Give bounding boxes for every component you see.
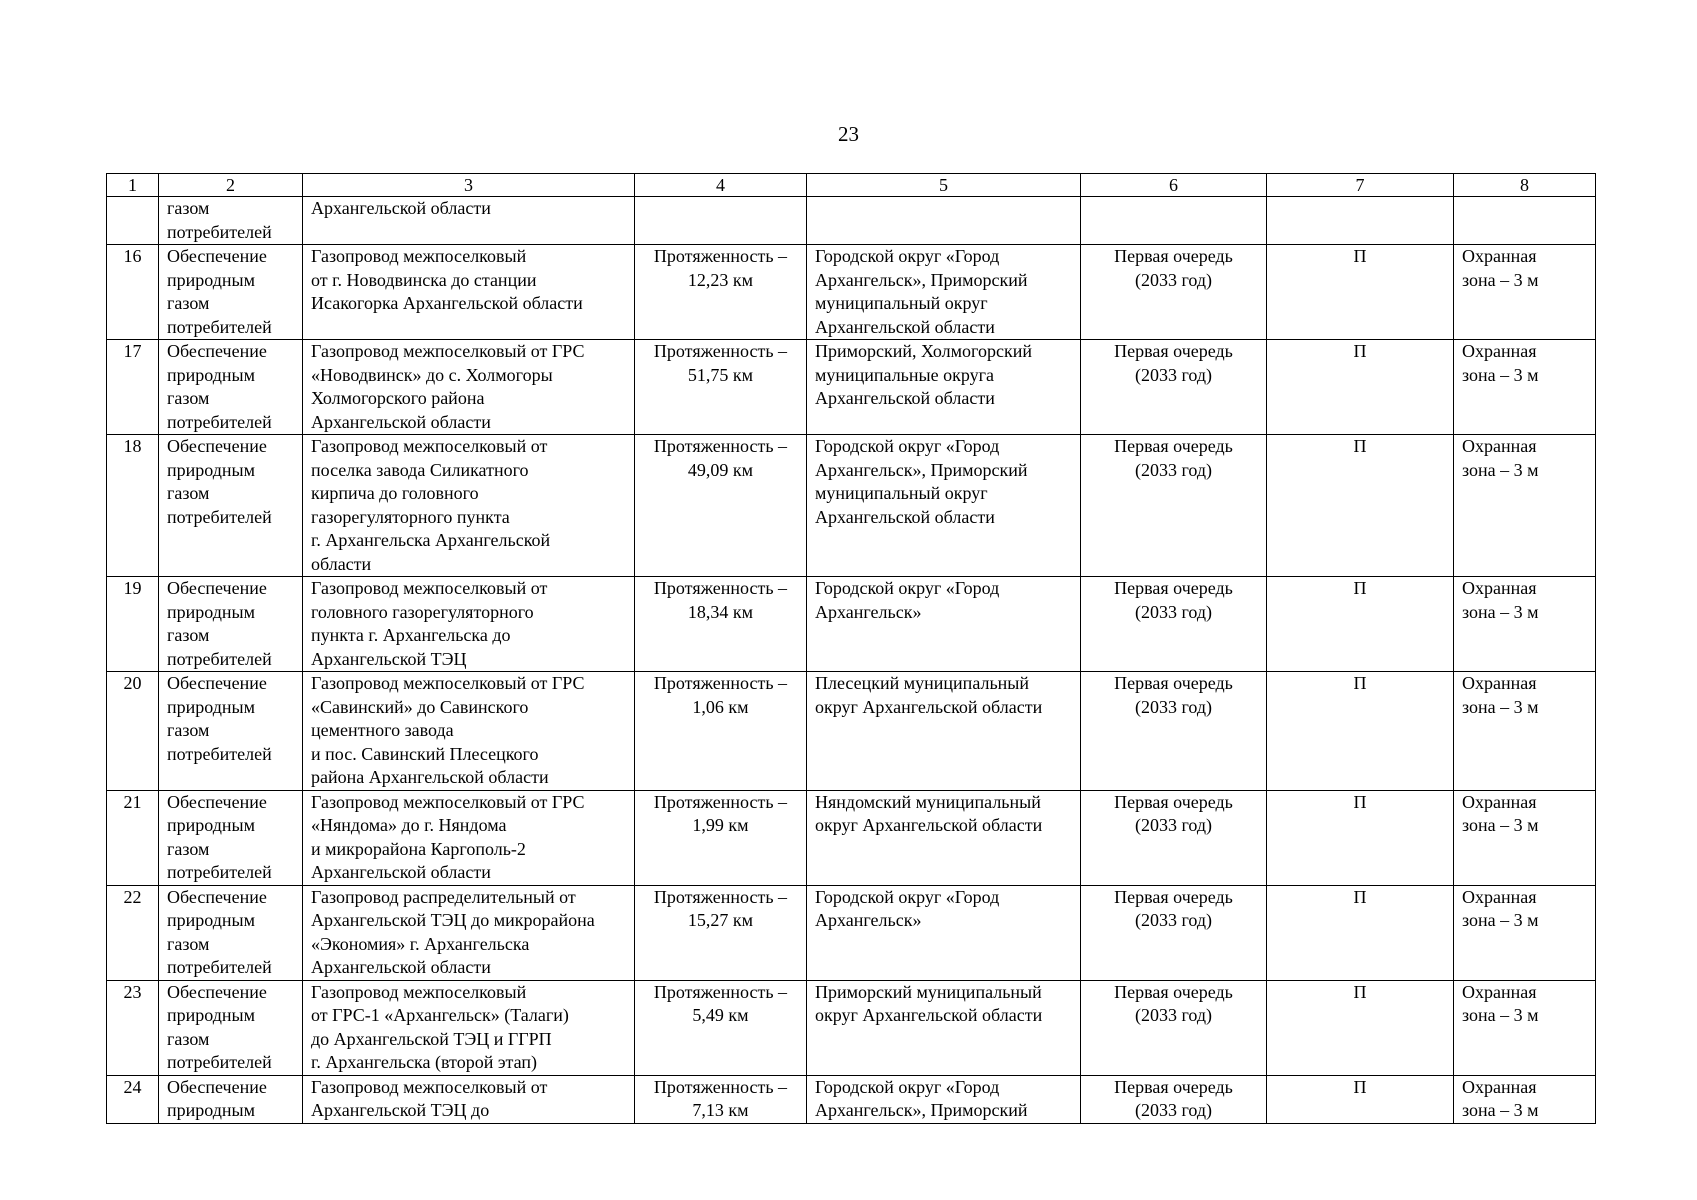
cell-line: природным bbox=[167, 601, 256, 622]
cell-line: Архангельск» bbox=[815, 910, 922, 930]
cell-line: Городской округ «Город bbox=[815, 1076, 1000, 1097]
cell-line: Архангельской ТЭЦ до микрорайона bbox=[311, 910, 595, 930]
stage-cell bbox=[1081, 577, 1267, 672]
column-number-cell: 8 bbox=[1454, 174, 1596, 197]
cell-line: потребителей bbox=[167, 316, 272, 337]
cell-line: Первая очередь bbox=[1114, 436, 1233, 456]
cell-line: Исакогорка Архангельской области bbox=[311, 293, 583, 313]
row-number-cell: 20 bbox=[107, 672, 159, 791]
cell-line: газом bbox=[167, 625, 210, 645]
cell-line: области bbox=[311, 553, 372, 574]
cell-line: (2033 год) bbox=[1134, 815, 1213, 835]
cell-line: цементного завода bbox=[311, 720, 454, 740]
protection-zone-cell bbox=[1454, 197, 1596, 245]
cell-line: (2033 год) bbox=[1134, 696, 1213, 717]
cell-line: Газопровод межпоселковый от ГРС bbox=[311, 673, 585, 693]
cell-line: 12,23 км bbox=[687, 269, 754, 290]
cell-line: Первая очередь bbox=[1114, 246, 1233, 266]
gas-pipeline-table bbox=[106, 173, 1596, 1124]
length-cell bbox=[635, 1075, 807, 1123]
stage-cell bbox=[1081, 672, 1267, 791]
length-cell bbox=[635, 790, 807, 885]
cell-line: 1,06 км bbox=[692, 696, 749, 717]
column-number-cell: 3 bbox=[303, 174, 635, 197]
purpose-cell bbox=[159, 885, 303, 980]
cell-line: Протяженность – bbox=[653, 886, 788, 907]
cell-line: Обеспечение bbox=[167, 1076, 267, 1097]
table-row bbox=[107, 197, 1596, 245]
object-name-cell bbox=[303, 1075, 635, 1123]
purpose-cell bbox=[159, 435, 303, 577]
cell-line: Обеспечение bbox=[167, 791, 267, 812]
cell-line: Архангельской ТЭЦ до bbox=[311, 1100, 490, 1120]
cell-line: Охранная bbox=[1462, 436, 1537, 456]
cell-line: Протяженность – bbox=[653, 578, 788, 598]
cell-line: природным bbox=[167, 1100, 256, 1120]
column-number-row bbox=[107, 174, 1596, 197]
length-cell bbox=[635, 435, 807, 577]
cell-line: зона – 3 м bbox=[1462, 1100, 1539, 1120]
object-name-cell bbox=[303, 672, 635, 791]
row-number-cell: 16 bbox=[107, 245, 159, 340]
location-cell bbox=[807, 340, 1081, 435]
row-number-cell: 17 bbox=[107, 340, 159, 435]
cell-line: Городской округ «Город bbox=[815, 578, 1000, 598]
cell-line: Газопровод межпоселковый от ГРС bbox=[311, 341, 585, 361]
protection-zone-cell bbox=[1454, 1075, 1596, 1123]
location-cell bbox=[807, 790, 1081, 885]
cell-line: Охранная bbox=[1462, 341, 1537, 361]
cell-line: природным bbox=[167, 815, 256, 835]
cell-line: зона – 3 м bbox=[1462, 910, 1539, 930]
purpose-cell bbox=[159, 577, 303, 672]
object-name-cell bbox=[303, 790, 635, 885]
table-row bbox=[107, 1075, 1596, 1123]
cell-line: «Экономия» г. Архангельска bbox=[311, 933, 530, 954]
cell-line: округ Архангельской области bbox=[815, 1005, 1043, 1025]
column-number-cell: 1 bbox=[107, 174, 159, 197]
cell-line: природным bbox=[167, 459, 256, 480]
object-name-cell bbox=[303, 577, 635, 672]
cell-line: Охранная bbox=[1462, 246, 1537, 266]
cell-line: Холмогорского района bbox=[311, 388, 485, 408]
cell-line: Архангельской области bbox=[311, 411, 491, 432]
cell-line: Архангельской ТЭЦ bbox=[311, 648, 467, 669]
protection-zone-cell bbox=[1454, 672, 1596, 791]
cell-line: газом bbox=[167, 1028, 210, 1049]
cell-line: Газопровод межпоселковый от ГРС bbox=[311, 791, 585, 812]
table-row bbox=[107, 885, 1596, 980]
cell-line: Обеспечение bbox=[167, 673, 267, 693]
cell-line: муниципальный округ bbox=[815, 483, 988, 503]
stage-cell bbox=[1081, 197, 1267, 245]
protection-zone-cell bbox=[1454, 245, 1596, 340]
stage-cell bbox=[1081, 885, 1267, 980]
cell-line: (2033 год) bbox=[1134, 459, 1213, 480]
cell-line: Газопровод межпоселковый bbox=[311, 246, 527, 266]
status-cell: П bbox=[1267, 790, 1454, 885]
protection-zone-cell bbox=[1454, 980, 1596, 1075]
cell-line: зона – 3 м bbox=[1462, 815, 1539, 835]
cell-line: Обеспечение bbox=[167, 886, 267, 907]
cell-line: г. Архангельска Архангельской bbox=[311, 530, 551, 550]
cell-line: (2033 год) bbox=[1134, 364, 1213, 385]
cell-line: Обеспечение bbox=[167, 246, 267, 266]
cell-line: 49,09 км bbox=[687, 459, 754, 480]
cell-line: до Архангельской ТЭЦ и ГГРП bbox=[311, 1028, 552, 1049]
cell-line: зона – 3 м bbox=[1462, 1005, 1539, 1025]
cell-line: Архангельской области bbox=[815, 506, 995, 527]
cell-line: кирпича до головного bbox=[311, 483, 479, 503]
row-number-cell: 18 bbox=[107, 435, 159, 577]
purpose-cell bbox=[159, 245, 303, 340]
cell-line: потребителей bbox=[167, 411, 272, 432]
cell-line: зона – 3 м bbox=[1462, 601, 1539, 622]
cell-line: газом bbox=[167, 293, 210, 313]
column-number-cell: 5 bbox=[807, 174, 1081, 197]
cell-line: муниципальные округа bbox=[815, 364, 994, 385]
cell-line: Протяженность – bbox=[653, 981, 788, 1002]
cell-line: Обеспечение bbox=[167, 436, 267, 456]
cell-line: газом bbox=[167, 388, 210, 408]
stage-cell bbox=[1081, 790, 1267, 885]
length-cell bbox=[635, 885, 807, 980]
cell-line: «Новодвинск» до с. Холмогоры bbox=[311, 364, 553, 385]
length-cell bbox=[635, 197, 807, 245]
cell-line: Городской округ «Город bbox=[815, 436, 1000, 456]
cell-line: газом bbox=[167, 838, 210, 859]
location-cell bbox=[807, 197, 1081, 245]
table-row bbox=[107, 435, 1596, 577]
cell-line: (2033 год) bbox=[1134, 601, 1213, 622]
cell-line: Городской округ «Город bbox=[815, 886, 1000, 907]
purpose-cell bbox=[159, 980, 303, 1075]
cell-line: природным bbox=[167, 269, 256, 290]
cell-line: Архангельск», Приморский bbox=[815, 269, 1028, 290]
location-cell bbox=[807, 577, 1081, 672]
cell-line: природным bbox=[167, 1005, 256, 1025]
cell-line: головного газорегуляторного bbox=[311, 601, 534, 622]
cell-line: (2033 год) bbox=[1134, 1005, 1213, 1025]
cell-line: Протяженность – bbox=[653, 436, 788, 456]
cell-line: газом bbox=[167, 933, 210, 954]
status-cell: П bbox=[1267, 980, 1454, 1075]
cell-line: Протяженность – bbox=[653, 791, 788, 812]
cell-line: потребителей bbox=[167, 1052, 272, 1072]
stage-cell bbox=[1081, 245, 1267, 340]
cell-line: потребителей bbox=[167, 506, 272, 527]
cell-line: Архангельск» bbox=[815, 601, 922, 622]
cell-line: потребителей bbox=[167, 957, 272, 977]
purpose-cell bbox=[159, 197, 303, 245]
cell-line: Архангельской области bbox=[311, 862, 491, 882]
cell-line: Няндомский муниципальный bbox=[815, 791, 1041, 812]
cell-line: Охранная bbox=[1462, 1076, 1537, 1097]
cell-line: Плесецкий муниципальный bbox=[815, 673, 1030, 693]
protection-zone-cell bbox=[1454, 885, 1596, 980]
cell-line: Приморский муниципальный bbox=[815, 981, 1042, 1002]
object-name-cell bbox=[303, 197, 635, 245]
cell-line: Архангельск», Приморский bbox=[815, 459, 1028, 480]
location-cell bbox=[807, 245, 1081, 340]
table-row bbox=[107, 980, 1596, 1075]
purpose-cell bbox=[159, 340, 303, 435]
cell-line: Архангельской области bbox=[311, 198, 491, 218]
purpose-cell bbox=[159, 1075, 303, 1123]
object-name-cell bbox=[303, 435, 635, 577]
cell-line: Первая очередь bbox=[1114, 1076, 1233, 1097]
length-cell bbox=[635, 672, 807, 791]
cell-line: Протяженность – bbox=[653, 673, 788, 693]
stage-cell bbox=[1081, 1075, 1267, 1123]
cell-line: от ГРС-1 «Архангельск» (Талаги) bbox=[311, 1005, 569, 1025]
cell-line: пункта г. Архангельска до bbox=[311, 625, 511, 645]
column-number-cell: 7 bbox=[1267, 174, 1454, 197]
cell-line: района Архангельской области bbox=[311, 767, 549, 787]
cell-line: «Савинский» до Савинского bbox=[311, 696, 529, 717]
status-cell: П bbox=[1267, 885, 1454, 980]
length-cell bbox=[635, 340, 807, 435]
row-number-cell: 19 bbox=[107, 577, 159, 672]
cell-line: 18,34 км bbox=[687, 601, 754, 622]
cell-line: г. Архангельска (второй этап) bbox=[311, 1052, 538, 1072]
status-cell: П bbox=[1267, 340, 1454, 435]
cell-line: природным bbox=[167, 910, 256, 930]
row-number-cell bbox=[107, 197, 159, 245]
cell-line: газорегуляторного пункта bbox=[311, 506, 510, 527]
protection-zone-cell bbox=[1454, 340, 1596, 435]
cell-line: зона – 3 м bbox=[1462, 364, 1539, 385]
cell-line: Газопровод межпоселковый от bbox=[311, 1076, 548, 1097]
cell-line: Городской округ «Город bbox=[815, 246, 1000, 266]
cell-line: Первая очередь bbox=[1114, 981, 1233, 1002]
table-row bbox=[107, 672, 1596, 791]
location-cell bbox=[807, 1075, 1081, 1123]
cell-line: Охранная bbox=[1462, 886, 1537, 907]
cell-line: Архангельской области bbox=[815, 388, 995, 408]
column-number-cell: 4 bbox=[635, 174, 807, 197]
cell-line: Охранная bbox=[1462, 791, 1537, 812]
stage-cell bbox=[1081, 340, 1267, 435]
cell-line: (2033 год) bbox=[1134, 910, 1213, 930]
object-name-cell bbox=[303, 340, 635, 435]
cell-line: 7,13 км bbox=[692, 1100, 749, 1120]
cell-line: газом bbox=[167, 720, 210, 740]
cell-line: Охранная bbox=[1462, 981, 1537, 1002]
cell-line: зона – 3 м bbox=[1462, 459, 1539, 480]
cell-line: 5,49 км bbox=[692, 1005, 749, 1025]
cell-line: природным bbox=[167, 696, 256, 717]
cell-line: и микрорайона Каргополь-2 bbox=[311, 838, 526, 859]
object-name-cell bbox=[303, 885, 635, 980]
stage-cell bbox=[1081, 980, 1267, 1075]
cell-line: природным bbox=[167, 364, 256, 385]
cell-line: Первая очередь bbox=[1114, 791, 1233, 812]
cell-line: Обеспечение bbox=[167, 578, 267, 598]
cell-line: «Няндома» до г. Няндома bbox=[311, 815, 507, 835]
cell-line: зона – 3 м bbox=[1462, 269, 1539, 290]
page-number: 23 bbox=[838, 122, 859, 146]
cell-line: Газопровод межпоселковый от bbox=[311, 436, 548, 456]
location-cell bbox=[807, 885, 1081, 980]
cell-line: Архангельск», Приморский bbox=[815, 1100, 1028, 1120]
purpose-cell bbox=[159, 672, 303, 791]
row-number-cell: 24 bbox=[107, 1075, 159, 1123]
cell-line: и пос. Савинский Плесецкого bbox=[311, 743, 539, 764]
object-name-cell bbox=[303, 245, 635, 340]
status-cell: П bbox=[1267, 435, 1454, 577]
status-cell: П bbox=[1267, 577, 1454, 672]
cell-line: Обеспечение bbox=[167, 341, 267, 361]
cell-line: газом bbox=[167, 198, 210, 218]
cell-line: Газопровод межпоселковый bbox=[311, 981, 527, 1002]
cell-line: потребителей bbox=[167, 862, 272, 882]
cell-line: Протяженность – bbox=[653, 341, 788, 361]
table-row bbox=[107, 245, 1596, 340]
stage-cell bbox=[1081, 435, 1267, 577]
cell-line: от г. Новодвинска до станции bbox=[311, 269, 537, 290]
purpose-cell bbox=[159, 790, 303, 885]
length-cell bbox=[635, 245, 807, 340]
protection-zone-cell bbox=[1454, 577, 1596, 672]
cell-line: Охранная bbox=[1462, 673, 1537, 693]
object-name-cell bbox=[303, 980, 635, 1075]
table-row bbox=[107, 790, 1596, 885]
location-cell bbox=[807, 980, 1081, 1075]
status-cell: П bbox=[1267, 245, 1454, 340]
protection-zone-cell bbox=[1454, 435, 1596, 577]
cell-line: потребителей bbox=[167, 648, 272, 669]
length-cell bbox=[635, 577, 807, 672]
cell-line: Охранная bbox=[1462, 578, 1537, 598]
row-number-cell: 22 bbox=[107, 885, 159, 980]
cell-line: Протяженность – bbox=[653, 246, 788, 266]
cell-line: 15,27 км bbox=[687, 910, 754, 930]
status-cell: П bbox=[1267, 1075, 1454, 1123]
cell-line: 1,99 км bbox=[692, 815, 749, 835]
cell-line: округ Архангельской области bbox=[815, 815, 1043, 835]
cell-line: Протяженность – bbox=[653, 1076, 788, 1097]
cell-line: Первая очередь bbox=[1114, 341, 1233, 361]
cell-line: Архангельской области bbox=[815, 316, 995, 337]
protection-zone-cell bbox=[1454, 790, 1596, 885]
cell-line: 51,75 км bbox=[687, 364, 754, 385]
cell-line: Обеспечение bbox=[167, 981, 267, 1002]
cell-line: Первая очередь bbox=[1114, 886, 1233, 907]
cell-line: (2033 год) bbox=[1134, 1100, 1213, 1120]
cell-line: зона – 3 м bbox=[1462, 696, 1539, 717]
cell-line: (2033 год) bbox=[1134, 269, 1213, 290]
cell-line: муниципальный округ bbox=[815, 293, 988, 313]
status-cell bbox=[1267, 197, 1454, 245]
cell-line: Газопровод распределительный от bbox=[311, 886, 576, 907]
location-cell bbox=[807, 672, 1081, 791]
cell-line: Первая очередь bbox=[1114, 578, 1233, 598]
table-row bbox=[107, 340, 1596, 435]
location-cell bbox=[807, 435, 1081, 577]
column-number-cell: 2 bbox=[159, 174, 303, 197]
cell-line: поселка завода Силикатного bbox=[311, 459, 529, 480]
cell-line: Газопровод межпоселковый от bbox=[311, 578, 548, 598]
cell-line: потребителей bbox=[167, 743, 272, 764]
table-row bbox=[107, 577, 1596, 672]
cell-line: Первая очередь bbox=[1114, 673, 1233, 693]
cell-line: Приморский, Холмогорский bbox=[815, 341, 1032, 361]
row-number-cell: 23 bbox=[107, 980, 159, 1075]
length-cell bbox=[635, 980, 807, 1075]
cell-line: округ Архангельской области bbox=[815, 696, 1043, 717]
row-number-cell: 21 bbox=[107, 790, 159, 885]
column-number-cell: 6 bbox=[1081, 174, 1267, 197]
status-cell: П bbox=[1267, 672, 1454, 791]
cell-line: потребителей bbox=[167, 221, 272, 242]
cell-line: Архангельской области bbox=[311, 957, 491, 977]
cell-line: газом bbox=[167, 483, 210, 503]
